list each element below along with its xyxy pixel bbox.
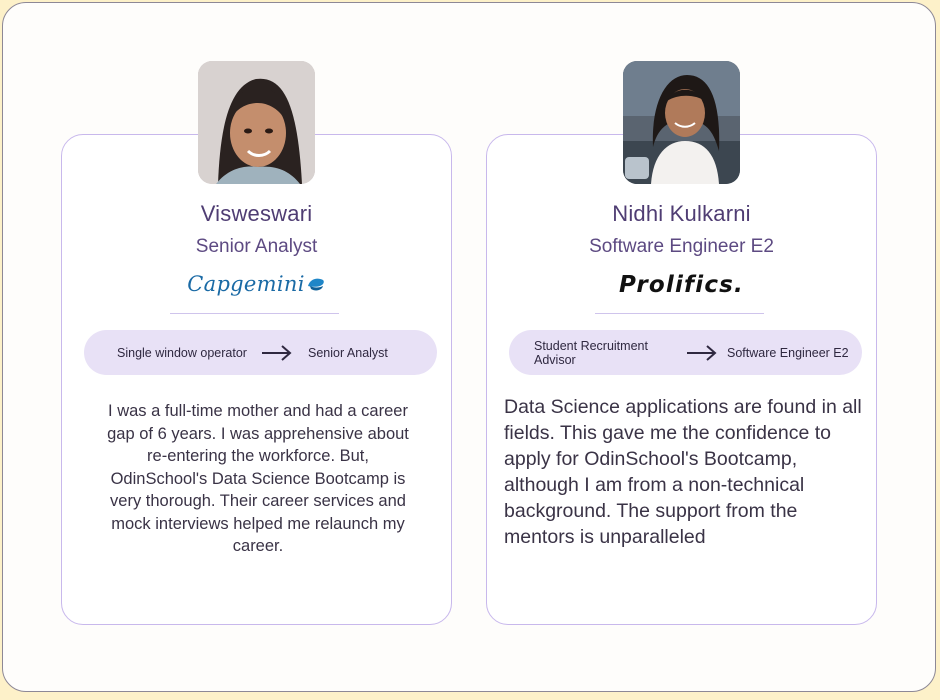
career-transition-pill (509, 330, 862, 375)
testimonial-name: Visweswari (200, 201, 313, 226)
testimonial-card-nidhi-kulkarni (486, 134, 877, 625)
company-logo-prolifics (487, 272, 876, 302)
avatar-visweswari (198, 61, 315, 184)
testimonial-role: Software Engineer E2 (589, 236, 774, 257)
avatar-nidhi-kulkarni (623, 61, 740, 184)
testimonial-role: Senior Analyst (195, 236, 318, 257)
career-transition-pill (84, 330, 437, 375)
capgemini-spade-icon (306, 275, 326, 298)
company-logo-capgemini (62, 272, 451, 302)
testimonial-quote: Data Science applications are found in all fields. This gave me the confidence to apply for OdinSchool's Bootcamp, although I am from a non-technical background. The support from the mentors is unparalleled (504, 396, 862, 548)
testimonials-panel (2, 2, 936, 692)
arrow-right-icon (686, 343, 718, 363)
transition-from: Single window operator (117, 345, 247, 360)
testimonial-card-visweswari (61, 134, 452, 625)
company-logo-text: Capgemini (187, 272, 305, 296)
logo-divider (595, 313, 764, 314)
transition-to: Software Engineer E2 (727, 345, 849, 360)
testimonial-name: Nidhi Kulkarni (612, 201, 751, 226)
transition-from: Student Recruitment Advisor (534, 338, 648, 367)
arrow-right-icon (261, 343, 293, 363)
transition-to: Senior Analyst (308, 345, 388, 360)
logo-divider (170, 313, 339, 314)
company-logo-text: Prolifics. (618, 272, 744, 298)
testimonial-quote: I was a full-time mother and had a career gap of 6 years. I was apprehensive about re-entering the workforce. But, OdinSchool's Data Science Bootcamp is very thorough. Their career services and mock interviews helped me relaunch my career. (107, 402, 409, 555)
